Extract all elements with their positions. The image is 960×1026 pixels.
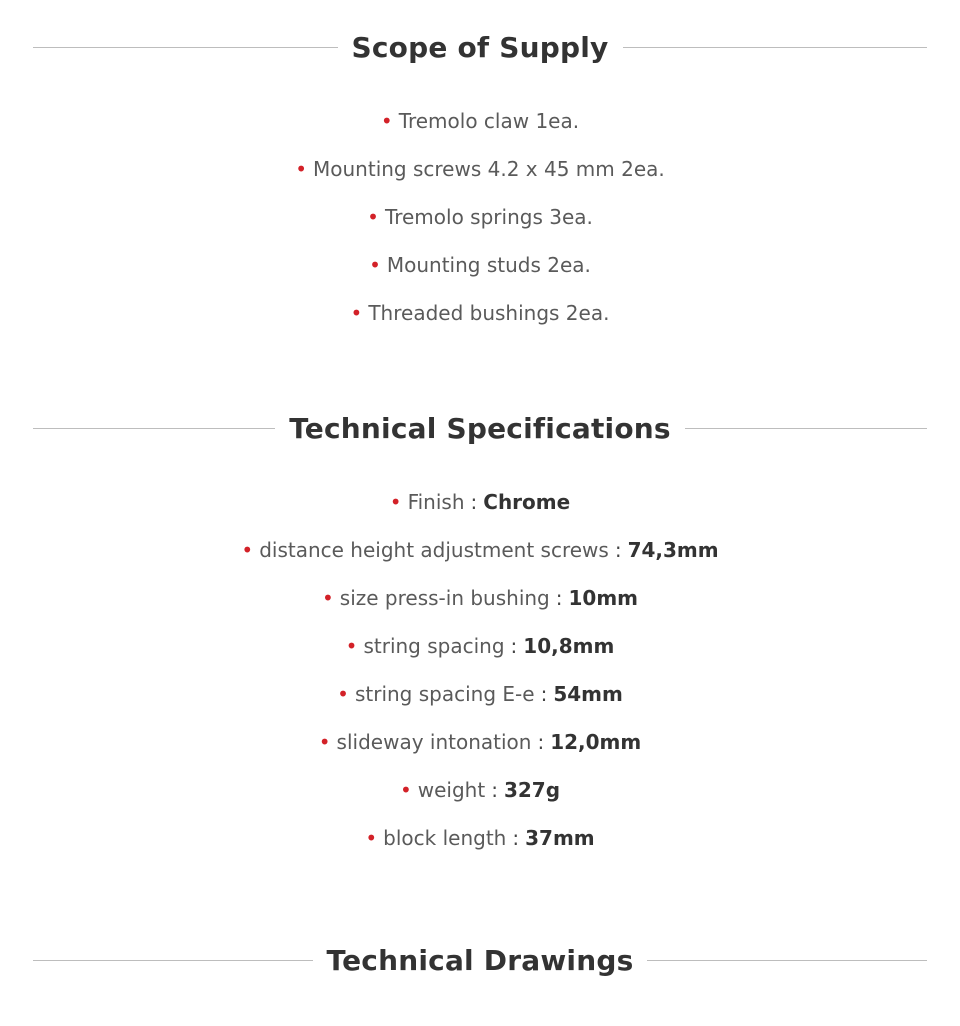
spec-row [0,574,960,622]
spec-row [0,718,960,766]
spec-label: slideway intonation [336,730,532,754]
bullet-dot-icon: • [337,682,349,706]
supply-item-text: Mounting studs 2ea. [386,253,591,277]
bullet-dot-icon: • [369,253,381,277]
spec-row [0,622,960,670]
spec-label: Finish [407,490,465,514]
spec-row [0,670,960,718]
spec-value: 12,0mm [550,730,642,754]
bullet-dot-icon: • [365,826,378,850]
scope-of-supply-list [0,97,960,337]
spec-value: 54mm [553,682,623,706]
scope-of-supply-heading [33,27,927,67]
spec-separator: : [491,778,498,802]
spec-label: string spacing E-e [354,682,535,706]
spec-separator: : [614,538,622,562]
spec-value: 10mm [568,586,639,610]
spec-row [0,766,960,814]
spec-separator: : [540,682,548,706]
scope-of-supply-title: Scope of Supply [351,30,609,64]
supply-item-text: Tremolo claw 1ea. [398,109,580,133]
technical-specifications-heading [33,408,927,448]
bullet-dot-icon: • [389,490,402,514]
supply-item-text: Threaded bushings 2ea. [368,301,610,325]
spec-row [0,814,960,862]
bullet-dot-icon: • [318,730,331,754]
spec-row [0,526,960,574]
technical-specifications-list [0,478,960,862]
list-item [0,289,960,337]
heading-rule-left [33,47,338,48]
spec-label: string spacing [363,634,505,658]
technical-specifications-title: Technical Specifications [289,411,671,445]
spec-value: Chrome [483,490,571,514]
spec-label: block length [383,826,507,850]
spec-label: size press-in bushing [339,586,550,610]
list-item [0,241,960,289]
supply-item-text: Tremolo springs 3ea. [384,205,593,229]
spec-separator: : [537,730,545,754]
list-item [0,145,960,193]
bullet-dot-icon: • [399,778,412,802]
list-item [0,193,960,241]
heading-rule-left [33,960,313,961]
technical-drawings-heading [33,940,927,980]
spec-separator: : [555,586,563,610]
spec-label: distance height adjustment screws [259,538,609,562]
heading-rule-right [647,960,927,961]
bullet-dot-icon: • [350,301,363,325]
supply-item-text: Mounting screws 4.2 x 45 mm 2ea. [313,157,665,181]
list-item [0,97,960,145]
spec-value: 74,3mm [627,538,719,562]
spec-value: 10,8mm [523,634,615,658]
bullet-dot-icon: • [241,538,254,562]
spec-row [0,478,960,526]
bullet-dot-icon: • [380,109,393,133]
spec-value: 327g [503,778,561,802]
technical-drawings-title: Technical Drawings [326,943,634,977]
spec-value: 37mm [525,826,595,850]
heading-rule-left [33,428,275,429]
spec-separator: : [510,634,518,658]
heading-rule-right [623,47,928,48]
heading-rule-right [685,428,927,429]
spec-separator: : [512,826,520,850]
bullet-dot-icon: • [345,634,358,658]
spec-label: weight [417,778,486,802]
bullet-dot-icon: • [367,205,379,229]
bullet-dot-icon: • [321,586,334,610]
spec-separator: : [470,490,478,514]
bullet-dot-icon: • [295,157,308,181]
